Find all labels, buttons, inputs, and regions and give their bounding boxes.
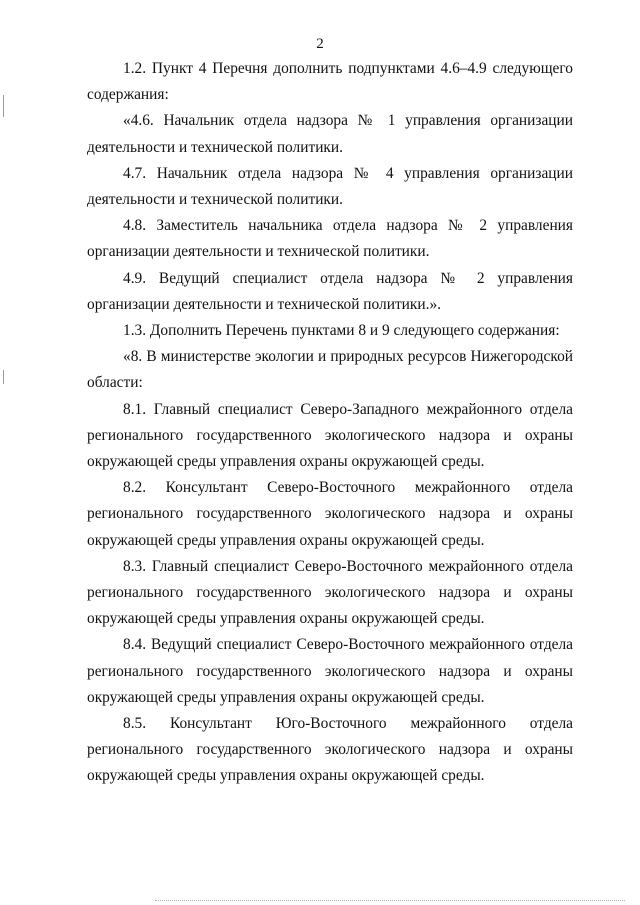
page-number: 2 xyxy=(316,36,324,52)
paragraph-4-6: «4.6. Начальник отдела надзора № 1 управления организации деятельности и технической политики. xyxy=(87,112,573,156)
paragraph-4-9: 4.9. Ведущий специалист отдела надзора № 2 управления организации деятельности и технической политики.». xyxy=(87,269,573,313)
paragraph-8-2: 8.2. Консультант Северо-Восточного межрайонного отдела регионального государственного экологического надзора и охраны окружающей среды управления охраны окружающей среды. xyxy=(87,479,573,549)
paragraph-8-5: 8.5. Консультант Юго-Восточного межрайонного отдела регионального государственного экологического надзора и охраны окружающей среды управления охраны окружающей среды. xyxy=(87,715,573,785)
scan-bottom-edge xyxy=(155,900,625,902)
paragraph-4-8: 4.8. Заместитель начальника отдела надзора № 2 управления организации деятельности и технической политики. xyxy=(87,217,573,261)
scan-edge-mark xyxy=(3,370,4,384)
paragraph-8-4: 8.4. Ведущий специалист Северо-Восточного межрайонного отдела регионального государственного экологического надзора и охраны окружающей среды управления охраны окружающей среды. xyxy=(87,636,573,706)
paragraph-1-3: 1.3. Дополнить Перечень пунктами 8 и 9 следующего содержания: xyxy=(123,322,560,340)
paragraph-8-1: 8.1. Главный специалист Северо-Западного межрайонного отдела регионального государственного экологического надзора и охраны окружающей среды управления охраны окружающей среды. xyxy=(87,400,573,471)
paragraph-8-3: 8.3. Главный специалист Северо-Восточного межрайонного отдела регионального государственного экологического надзора и охраны окружающей среды управления охраны окружающей среды. xyxy=(87,557,573,628)
paragraph-8: «8. В министерстве экологии и природных ресурсов Нижегородской области: xyxy=(87,348,573,392)
paragraph-1-2: 1.2. Пункт 4 Перечня дополнить подпунктами 4.6–4.9 следующего содержания: xyxy=(87,60,573,104)
scan-edge-mark xyxy=(3,95,4,117)
document-body xyxy=(87,56,573,790)
paragraph-4-7: 4.7. Начальник отдела надзора № 4 управления организации деятельности и технической политики. xyxy=(87,164,573,209)
